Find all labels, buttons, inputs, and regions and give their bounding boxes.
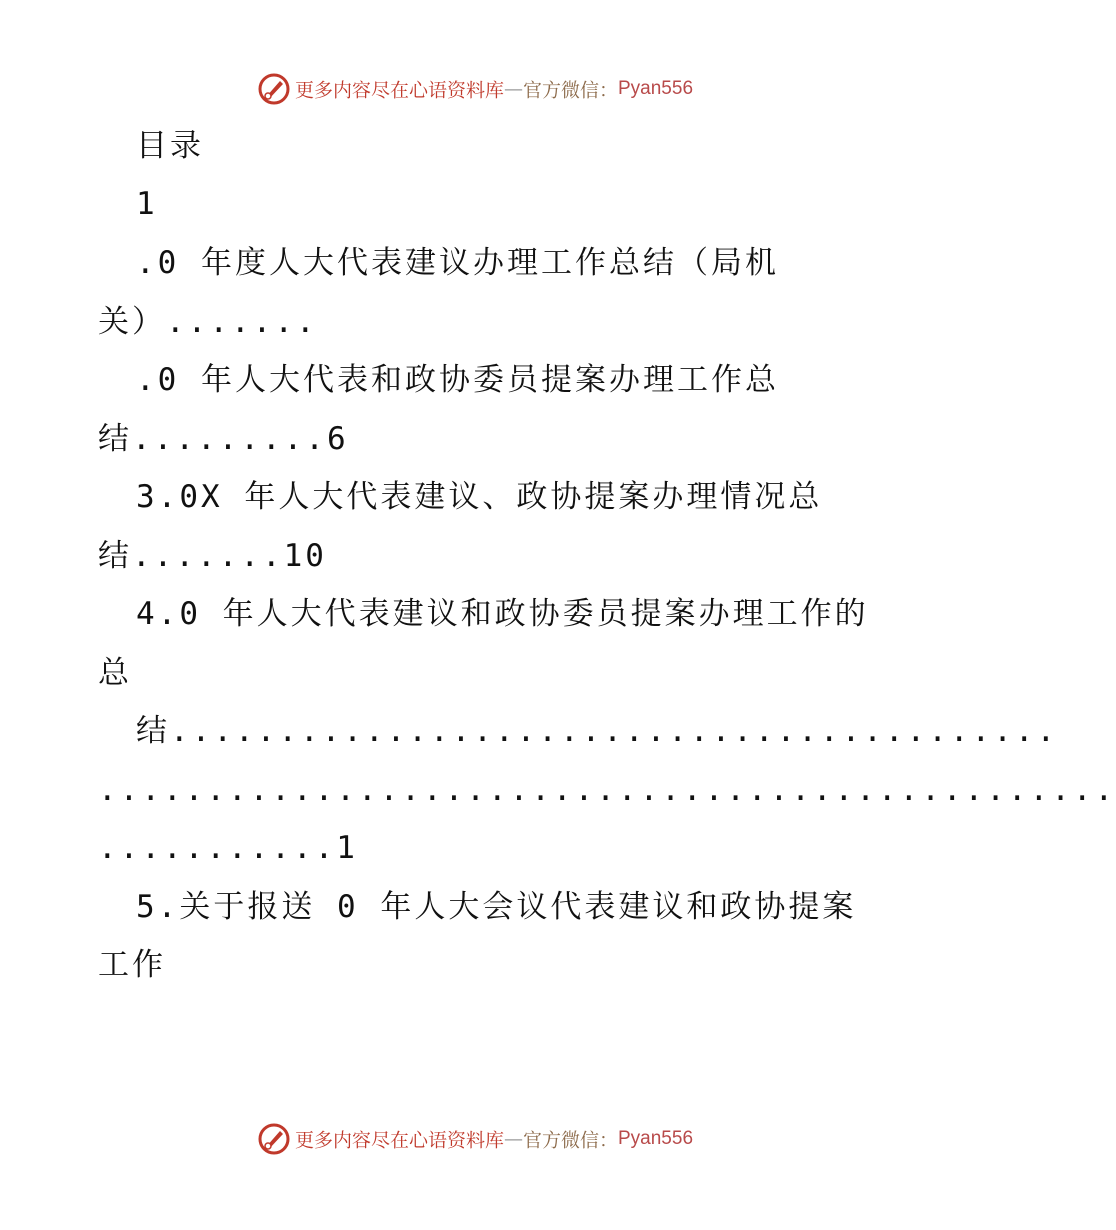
toc-heading: 目录 xyxy=(136,128,204,164)
watermark-header xyxy=(0,72,950,106)
watermark-wechat-id: Pyan556 xyxy=(618,1128,694,1149)
watermark-dash: — xyxy=(503,1128,523,1150)
watermark-wechat-label: 官方微信： xyxy=(522,79,618,102)
toc-entry-4-line-5: ...........1 xyxy=(98,830,358,866)
watermark-dash: — xyxy=(503,78,523,100)
watermark-wechat-label: 官方微信： xyxy=(522,1129,618,1152)
toc-entry-4-line-1: 4.0 年人大代表建议和政协委员提案办理工作的 xyxy=(136,596,869,632)
watermark-footer xyxy=(0,1122,950,1156)
toc-entry-2-line-2: 结.........6 xyxy=(98,421,349,457)
quill-logo-icon xyxy=(257,72,291,106)
toc-entry-5-line-1: 5.关于报送 0 年人大会议代表建议和政协提案 xyxy=(136,889,857,925)
watermark-wechat-id: Pyan556 xyxy=(618,78,694,99)
toc-number: 1 xyxy=(136,186,158,222)
quill-logo-icon xyxy=(257,1122,291,1156)
toc-entry-4-line-2: 总 xyxy=(98,655,132,691)
toc-entry-5-line-2: 工作 xyxy=(98,947,166,983)
toc-entry-3-line-2: 结.......10 xyxy=(98,538,327,574)
toc-entry-1-line-1: .0 年度人大代表建议办理工作总结（局机 xyxy=(136,245,779,281)
toc-entry-4-line-3: 结......................................... xyxy=(136,713,1059,749)
toc-entry-3-line-1: 3.0X 年人大代表建议、政协提案办理情况总 xyxy=(136,479,823,515)
watermark-site: 更多内容尽在心语资料库 xyxy=(294,1129,504,1152)
watermark-site: 更多内容尽在心语资料库 xyxy=(294,79,504,102)
toc-entry-2-line-1: .0 年人大代表和政协委员提案办理工作总 xyxy=(136,362,779,398)
toc-entry-4-line-4: ............................................... xyxy=(98,772,1116,808)
toc-entry-1-line-2: 关）....... xyxy=(98,304,318,340)
